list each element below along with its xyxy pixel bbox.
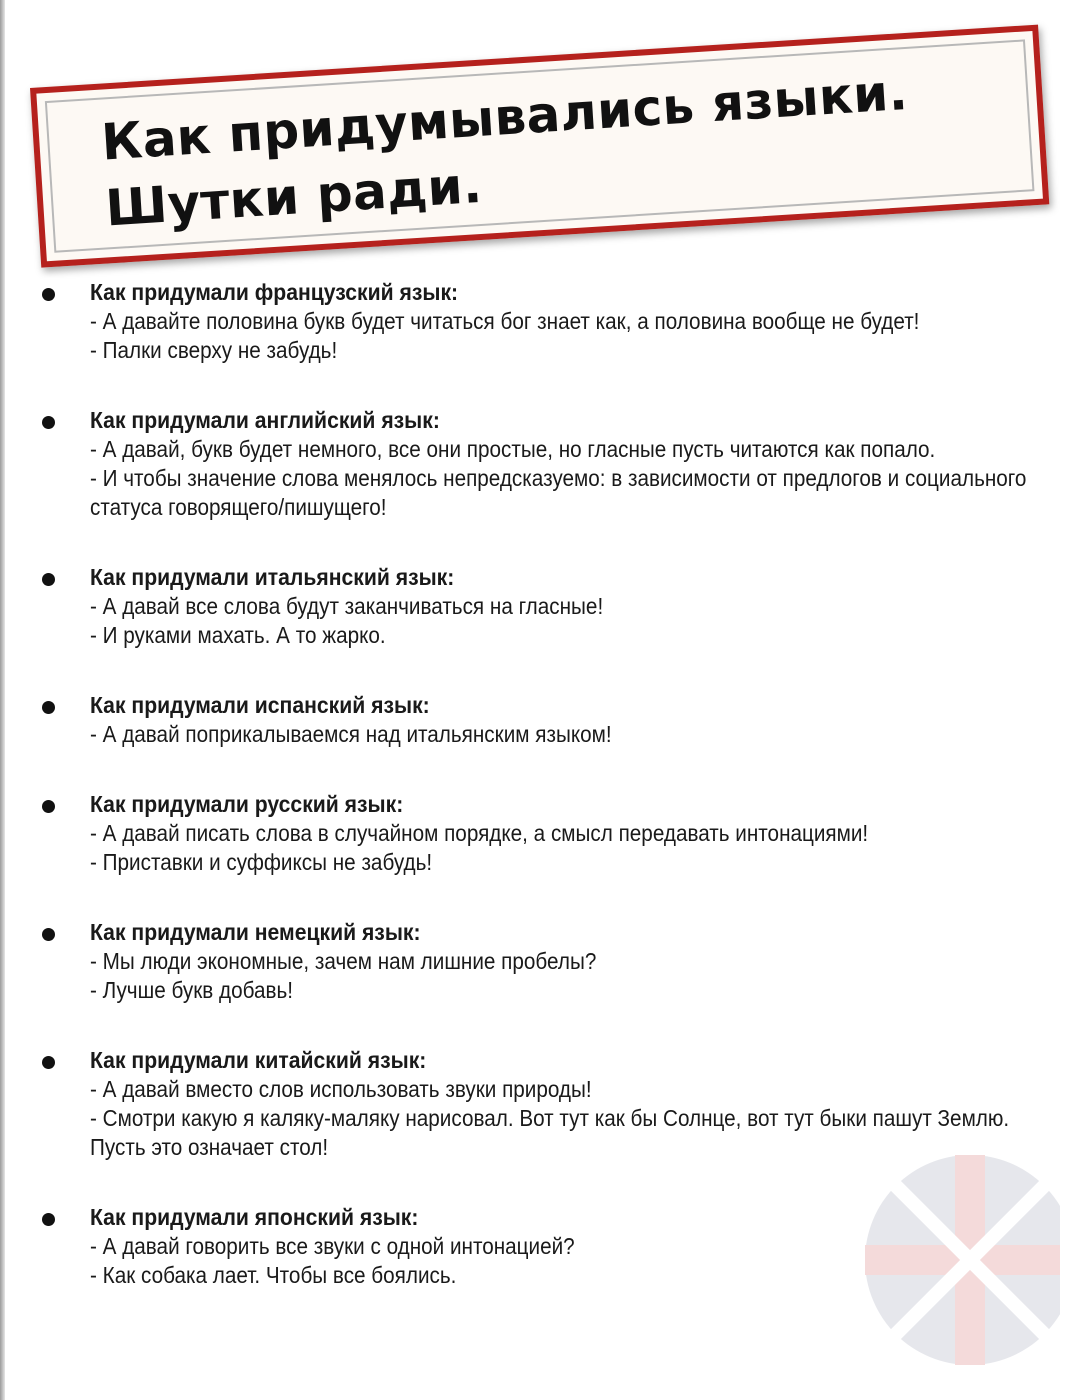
bullet-icon: [42, 1056, 55, 1069]
section-heading: Как придумали немецкий язык:: [90, 919, 421, 945]
section-chinese: [40, 1046, 1030, 1162]
section-line: - И руками махать. А то жарко.: [90, 622, 386, 648]
bullet-icon: [42, 701, 55, 714]
section-heading: Как придумали русский язык:: [90, 791, 404, 817]
bullet-icon: [42, 800, 55, 813]
section-line: - Приставки и суффиксы не забудь!: [90, 849, 433, 875]
section-line: - А давай все слова будут заканчиваться на гласные!: [90, 593, 604, 619]
page-title: [99, 59, 913, 241]
section-line: - А давай вместо слов использовать звуки природы!: [90, 1076, 592, 1102]
section-line: - А давай поприкалываемся над итальянским языком!: [90, 721, 612, 747]
section-heading: Как придумали китайский язык:: [90, 1047, 427, 1073]
bullet-icon: [42, 416, 55, 429]
bullet-icon: [42, 573, 55, 586]
section-line: - А давай, букв будет немного, все они простые, но гласные пусть читаются как попало.: [90, 436, 936, 462]
section-japanese: [40, 1203, 1030, 1290]
section-russian: [40, 790, 1030, 877]
page-title-line-2: Шутки ради.: [103, 155, 484, 238]
page-left-edge: [0, 0, 5, 1400]
section-line: - А давай говорить все звуки с одной интонацией?: [90, 1233, 575, 1259]
bullet-icon: [42, 288, 55, 301]
page-title-line-1: Как придумывались языки.: [99, 62, 910, 172]
section-heading: Как придумали испанский язык:: [90, 692, 430, 718]
joke-list: [40, 278, 1030, 1331]
section-line: - И чтобы значение слова менялось непредсказуемо: в зависимости от предлогов и социального статуса говорящего/пишущего!: [90, 465, 1027, 520]
section-french: [40, 278, 1030, 365]
section-heading: Как придумали итальянский язык:: [90, 564, 455, 590]
section-line: - Смотри какую я каляку-маляку нарисовал. Вот тут как бы Солнце, вот тут быки пашут Землю. Пусть это означает стол!: [90, 1105, 1010, 1160]
section-heading: Как придумали японский язык:: [90, 1204, 419, 1230]
section-italian: [40, 563, 1030, 650]
bullet-icon: [42, 1213, 55, 1226]
section-german: [40, 918, 1030, 1005]
section-english: [40, 406, 1030, 522]
section-line: - Лучше букв добавь!: [90, 977, 294, 1003]
section-line: - А давай писать слова в случайном порядке, а смысл передавать интонациями!: [90, 820, 869, 846]
section-line: - А давайте половина букв будет читаться бог знает как, а половина вообще не будет!: [90, 308, 920, 334]
section-heading: Как придумали английский язык:: [90, 407, 440, 433]
title-banner: [30, 25, 1049, 268]
section-spanish: [40, 691, 1030, 749]
section-line: - Мы люди экономные, зачем нам лишние пробелы?: [90, 948, 597, 974]
bullet-icon: [42, 928, 55, 941]
section-line: - Палки сверху не забудь!: [90, 337, 338, 363]
section-heading: Как придумали французский язык:: [90, 279, 459, 305]
section-line: - Как собака лает. Чтобы все боялись.: [90, 1262, 457, 1288]
